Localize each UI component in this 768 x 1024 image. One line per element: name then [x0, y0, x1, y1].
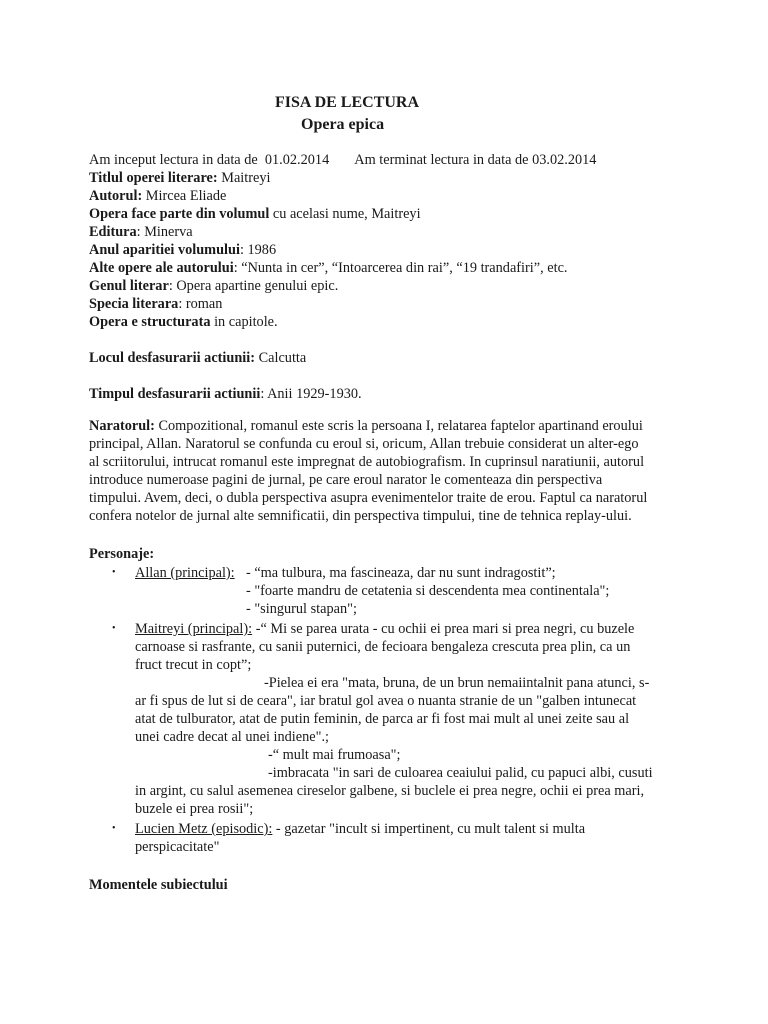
- field-genre: [89, 277, 689, 295]
- character-quote: - "foarte mandru de cetatenia si descendenta mea continentala";: [246, 583, 610, 599]
- character-quote: buzele ei prea rosii";: [135, 801, 254, 817]
- narrator-line: confera notelor de jurnal alte semnificatii, din perspectiva timpului, tine de tehnica replay-ului.: [89, 508, 632, 524]
- character-quote: - “ma tulbura, ma fascineaza, dar nu sunt indragostit”;: [246, 565, 556, 581]
- character-quote: fruct trecut in copt”;: [135, 657, 252, 673]
- field-value: Maitreyi: [217, 170, 271, 186]
- document-title: FISA DE LECTURA: [275, 94, 420, 111]
- character-quote: -“ mult mai frumoasa";: [268, 747, 401, 763]
- character-quote: perspicacitate": [135, 839, 220, 855]
- character-quote: -Pielea ei era "mata, bruna, de un brun nemaiintalnit pana atunci, s-: [264, 675, 650, 691]
- field-value: in capitole.: [210, 314, 278, 330]
- field-value: cu acelasi nume, Maitreyi: [269, 206, 421, 222]
- field-label: Opera face parte din volumul: [89, 206, 270, 222]
- bullet-icon: •: [112, 567, 116, 578]
- narrator-paragraph: [89, 417, 679, 525]
- start-date: 01.02.2014: [264, 152, 330, 168]
- field-value: : roman: [178, 296, 223, 312]
- field-value: : Opera apartine genului epic.: [168, 278, 339, 294]
- narrator-line: Compozitional, romanul este scris la persoana I, relatarea faptelor apartinand eroului: [154, 418, 643, 434]
- field-other-works: [89, 259, 689, 277]
- field-label: Autorul:: [89, 188, 143, 204]
- field-label: Alte opere ale autorului: [89, 260, 234, 276]
- field-value: : Anii 1929-1930.: [260, 386, 362, 402]
- plot-heading: Momentele subiectului: [89, 877, 228, 893]
- characters-heading: Personaje:: [89, 546, 155, 562]
- field-volume: [89, 205, 689, 223]
- character-name-allan: Allan (principal):: [135, 565, 235, 581]
- narrator-label: Naratorul:: [89, 418, 155, 434]
- field-author: [89, 187, 689, 205]
- character-quote: -“ Mi se parea urata - cu ochii ei prea mari si prea negri, cu buzele: [252, 621, 635, 637]
- field-label: Specia literara: [89, 296, 179, 312]
- field-structure: [89, 313, 689, 331]
- document-subtitle: Opera epica: [301, 116, 385, 133]
- field-value: : 1986: [239, 242, 277, 258]
- character-quote: -imbracata "in sari de culoarea ceaiului palid, cu papuci albi, cusuti: [268, 765, 653, 781]
- character-quote: unei cadre decat al unei indiene".;: [135, 729, 329, 745]
- character-name-lucien: Lucien Metz (episodic):: [135, 821, 273, 837]
- field-label: Editura: [89, 224, 137, 240]
- reading-dates-line: [89, 151, 689, 169]
- field-time: [89, 385, 689, 403]
- character-name-maitreyi: Maitreyi (principal):: [135, 621, 253, 637]
- end-date: 03.02.2014: [532, 152, 597, 168]
- character-line-lucien: [135, 820, 585, 838]
- field-value: Mircea Eliade: [142, 188, 227, 204]
- character-line-maitreyi: [135, 620, 634, 638]
- info-fields: [89, 151, 689, 421]
- character-quote: in argint, cu salul asemenea cireselor galbene, si buclele ei prea negre, ochii ei prea mari,: [135, 783, 645, 799]
- field-species: [89, 295, 689, 313]
- field-label: Anul aparitiei volumului: [89, 242, 240, 258]
- field-label: Timpul desfasurarii actiunii: [89, 386, 261, 402]
- field-label: Titlul operei literare:: [89, 170, 218, 186]
- field-label: Locul desfasurarii actiunii:: [89, 350, 256, 366]
- field-value: : Minerva: [136, 224, 193, 240]
- character-quote: atat de tulburator, atat de putin feminin, de parca ar fi fost mai mult al unei zeite sau al: [135, 711, 630, 727]
- character-quote: - "singurul stapan";: [246, 601, 357, 617]
- narrator-line: timpului. Avem, deci, o dubla perspectiva asupra evenimentelor traite de erou. Faptul ca naratorul: [89, 490, 648, 506]
- field-publisher: [89, 223, 689, 241]
- character-quote: ar fi spus de lut si de ceara", iar bratul gol avea o nuanta stranie de un "galben intunecat: [135, 693, 637, 709]
- field-label: Opera e structurata: [89, 314, 211, 330]
- field-value: : “Nunta in cer”, “Intoarcerea din rai”, “19 trandafiri”, etc.: [233, 260, 568, 276]
- field-title: [89, 169, 689, 187]
- narrator-line: principal, Allan. Naratorul se confunda cu eroul si, oricum, Allan trebuie considerat un alter-ego: [89, 436, 639, 452]
- field-value: Calcutta: [255, 350, 307, 366]
- narrator-line: introduce numeroase pagini de jurnal, pe care eroul narator le comenteaza din perspectiva: [89, 472, 603, 488]
- bullet-icon: •: [112, 823, 116, 834]
- character-quote: - gazetar "incult si impertinent, cu mult talent si multa: [272, 821, 586, 837]
- narrator-line: al scriitorului, intrucat romanul este impregnat de autobiografism. In cuprinsul naratiunii, autorul: [89, 454, 645, 470]
- character-quote: carnoase si rasfrante, cu sanii puternici, de fecioara bengaleza crescuta prea plin, ca un: [135, 639, 631, 655]
- end-label: Am terminat lectura in data de: [354, 152, 529, 168]
- bullet-icon: •: [112, 623, 116, 634]
- field-year: [89, 241, 689, 259]
- start-label: Am inceput lectura in data de: [89, 152, 258, 168]
- field-place: [89, 349, 689, 367]
- field-label: Genul literar: [89, 278, 169, 294]
